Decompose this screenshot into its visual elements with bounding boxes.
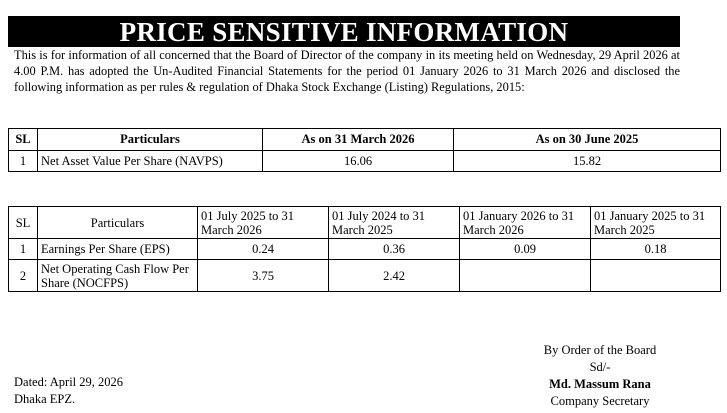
table-header-row [9,207,721,239]
cell-value: 0.09 [460,239,591,260]
signatory-designation: Company Secretary [550,394,650,408]
header-period-3: 01 January 2026 to 31 March 2026 [460,207,591,239]
cell-value: 0.36 [329,239,460,260]
cell-sl: 2 [9,260,38,292]
dated-text: Dated: April 29, 2026 [14,375,124,389]
header-sl: SL [9,129,38,151]
cell-value: 0.24 [198,239,329,260]
footer-date-place [14,374,123,408]
header-period-2: 01 July 2024 to 31 March 2025 [329,207,460,239]
intro-paragraph: This is for information of all concerned that the Board of Director of the company in its meeting held on Wednesday, 29 April 2026 at 4.00 P.M. has adopted the Un-Audited Financial Statements for the period 01 January 2026 to 31 March 2026 and disclosed the following information as per rules & regulation of Dhaka Stock Exchange (Listing) Regulations, 2015: [14,48,680,94]
header-particulars: Particulars [38,129,263,151]
header-particulars: Particulars [38,207,198,239]
cell-value: 3.75 [198,260,329,292]
signatory-name: Md. Massum Rana [549,377,651,391]
table-row [9,151,721,172]
cell-value: 0.18 [591,239,721,260]
cell-sl: 1 [9,239,38,260]
cell-particular: Net Asset Value Per Share (NAVPS) [38,151,263,172]
navps-table [8,128,721,172]
signature-block [510,342,690,410]
table-row [9,260,721,292]
cell-value: 2.42 [329,260,460,292]
cell-value: 16.06 [263,151,454,172]
header-sl: SL [9,207,38,239]
header-as-on-june-2025: As on 30 June 2025 [454,129,721,151]
cell-particular: Earnings Per Share (EPS) [38,239,198,260]
cell-value: 15.82 [454,151,721,172]
table-header-row [9,129,721,151]
header-period-1: 01 July 2025 to 31 March 2026 [198,207,329,239]
cell-value [591,260,721,292]
table-row [9,239,721,260]
cell-sl: 1 [9,151,38,172]
sd-text: Sd/- [589,360,611,374]
eps-nocfps-table [8,206,721,292]
order-text: By Order of the Board [543,343,657,357]
place-text: Dhaka EPZ. [14,392,76,406]
header-as-on-march-2026: As on 31 March 2026 [263,129,454,151]
cell-particular: Net Operating Cash Flow Per Share (NOCFPS) [38,260,198,292]
cell-value [460,260,591,292]
page-title: PRICE SENSITIVE INFORMATION [8,16,680,47]
header-period-4: 01 January 2025 to 31 March 2025 [591,207,721,239]
